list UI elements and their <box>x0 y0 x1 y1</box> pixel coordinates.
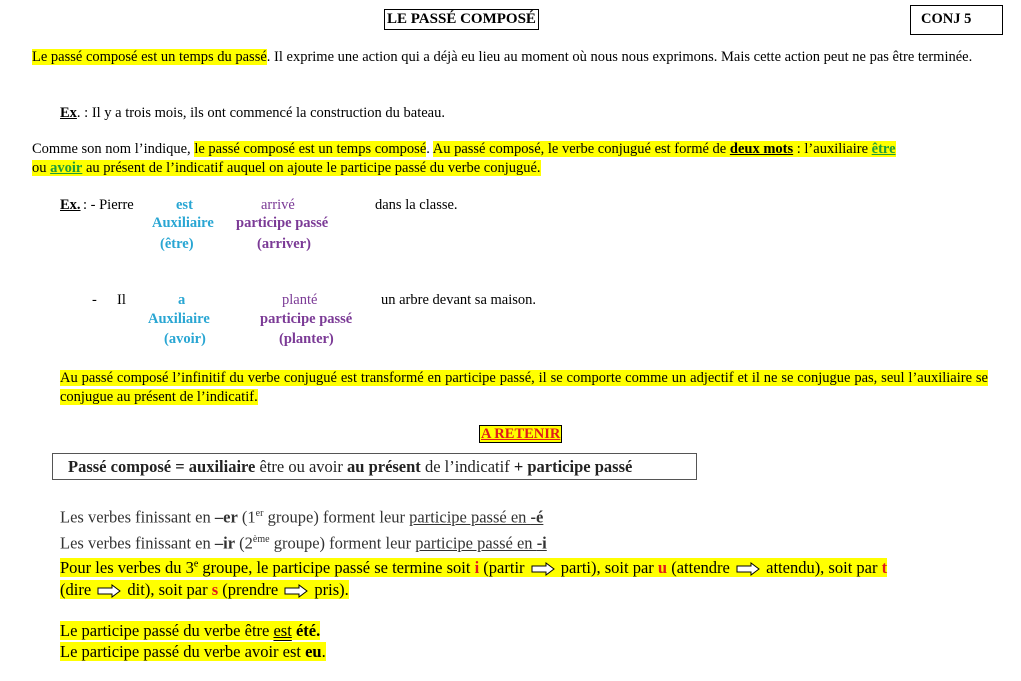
example-3-pp-label: participe passé <box>260 311 353 327</box>
example-2-prefix: : - Pierre <box>83 197 134 213</box>
example-2-pp-label: participe passé <box>236 215 329 231</box>
example-2-pp: arrivé <box>261 197 295 213</box>
arrow-icon <box>531 562 555 576</box>
final-etre: Le participe passé du verbe être est été. <box>60 621 321 640</box>
example-2-aux-label: Auxiliaire <box>152 215 214 231</box>
example-2-label: Ex. <box>60 197 81 213</box>
arrow-icon <box>97 584 121 598</box>
example-3-aux-label: Auxiliaire <box>148 311 210 327</box>
example-2-aux: est <box>176 197 193 213</box>
example-1: Ex. : Il y a trois mois, ils ont commencé la construction du bateau. <box>60 105 445 121</box>
example-3-pp: planté <box>282 292 318 308</box>
page-title: LE PASSÉ COMPOSÉ <box>384 9 539 30</box>
retenir-heading: A RETENIR <box>481 426 561 442</box>
composed-paragraph: Comme son nom l’indique, le passé composé est un temps composé. Au passé composé, le verbe conjugué est formé de deux mots : l’auxiliaire être ou avoir au présent de l’indicatif auquel on ajoute le participe passé du verbe conjugué. <box>32 141 896 176</box>
arrow-icon <box>284 584 308 598</box>
arrow-icon <box>736 562 760 576</box>
final-avoir: Le participe passé du verbe avoir est eu. <box>60 642 326 661</box>
example-3-pp-inf: (planter) <box>279 331 334 347</box>
formula-box: Passé composé = auxiliaire être ou avoir au présent de l’indicatif + participe passé <box>52 453 697 480</box>
example-3-aux: a <box>178 292 186 308</box>
rule-ir: Les verbes finissant en –ir (2ème groupe) forment leur participe passé en -i <box>60 533 547 553</box>
example-3-dash: - <box>92 292 97 308</box>
example-3-subject: Il <box>117 292 126 308</box>
rule-group3: Pour les verbes du 3e groupe, le participe passé se termine soit i (partir parti), soit par u (attendre attendu), soit par t (dire dit), soit par s (prendre pris). <box>60 557 888 599</box>
example-2-end: dans la classe. <box>375 197 458 213</box>
lesson-code: CONJ 5 <box>910 5 1003 35</box>
infinitive-note: Au passé composé l’infinitif du verbe conjugué est transformé en participe passé, il se comporte comme un adjectif et il ne se conjugue pas, seul l’auxiliaire se conjugue au présent de l’indicatif. <box>60 370 988 405</box>
intro-paragraph: Le passé composé est un temps du passé. Il exprime une action qui a déjà eu lieu au moment où nous nous exprimons. Mais cette action peut ne pas être terminée. <box>32 49 973 65</box>
example-3-aux-inf: (avoir) <box>164 331 206 347</box>
example-2-aux-inf: (être) <box>160 236 194 252</box>
example-2-pp-inf: (arriver) <box>257 236 311 252</box>
rule-er: Les verbes finissant en –er (1er groupe) forment leur participe passé en -é <box>60 507 544 527</box>
example-3-end: un arbre devant sa maison. <box>381 292 537 308</box>
